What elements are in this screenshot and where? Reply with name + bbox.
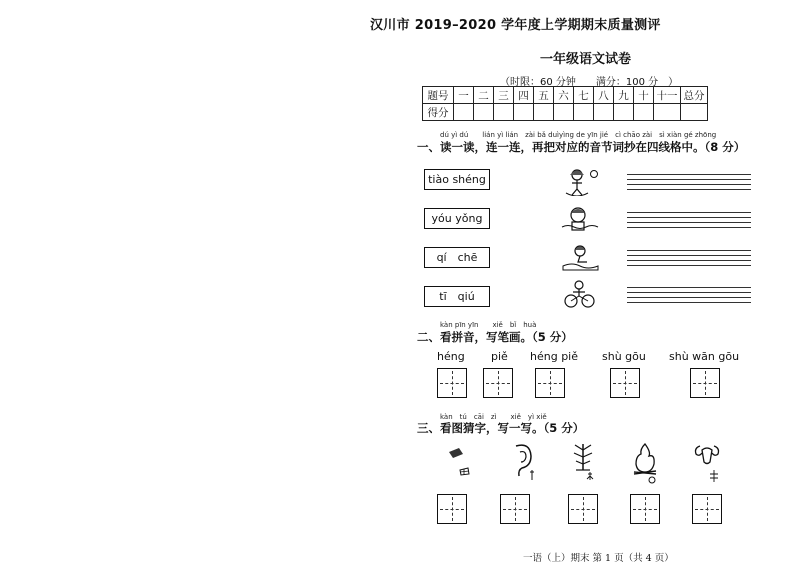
score-cell: 二: [474, 87, 494, 104]
tian-zi-grid[interactable]: [630, 494, 660, 524]
score-cell: 九: [614, 87, 634, 104]
score-input-cell[interactable]: [681, 104, 708, 121]
score-cell: 四: [514, 87, 534, 104]
score-input-cell[interactable]: [534, 104, 554, 121]
pinyin-box-tiao-sheng[interactable]: tiào shéng: [424, 169, 490, 190]
pinyin-box-ti-qiu[interactable]: tī qiú: [424, 286, 490, 307]
score-cell: 十一: [654, 87, 681, 104]
tian-zi-grid[interactable]: [690, 368, 720, 398]
section2-pinyin: kàn pīn yīn xiě bǐ huà: [440, 321, 537, 329]
four-line-grid[interactable]: [627, 174, 751, 194]
score-input-cell[interactable]: [454, 104, 474, 121]
score-cell: 十: [634, 87, 654, 104]
score-cell: 题号: [423, 87, 454, 104]
tian-zi-grid[interactable]: [692, 494, 722, 524]
swimming-icon: [560, 205, 600, 233]
score-cell: 六: [554, 87, 574, 104]
score-input-cell[interactable]: [634, 104, 654, 121]
exam-title: 汉川市 2019–2020 学年度上学期期末质量测评: [370, 18, 661, 33]
score-cell: 七: [574, 87, 594, 104]
tian-zi-grid[interactable]: [437, 368, 467, 398]
section3-pinyin: kàn tú cāi zì xiě yì xiě: [440, 413, 547, 421]
stroke-label-shu-wan-gou: shù wān gōu: [669, 350, 740, 363]
pinyin-box-qi-che[interactable]: qí chē: [424, 247, 490, 268]
tian-zi-grid[interactable]: [535, 368, 565, 398]
score-row-label: 得分: [423, 104, 454, 121]
score-cell: 八: [594, 87, 614, 104]
section1-title: 一、读一读，连一连，再把对应的音节词抄在四线格中。（8 分）: [417, 140, 746, 154]
tian-zi-grid[interactable]: [568, 494, 598, 524]
jump-rope-icon: [560, 168, 600, 196]
score-input-cell[interactable]: [514, 104, 534, 121]
stroke-label-shu-gou: shù gōu: [602, 350, 646, 363]
score-input-cell[interactable]: [574, 104, 594, 121]
four-line-grid[interactable]: [627, 250, 751, 270]
score-input-cell[interactable]: [594, 104, 614, 121]
sheep-icon: [690, 440, 724, 484]
score-table: [422, 86, 708, 121]
score-cell: 一: [454, 87, 474, 104]
field-icon: [443, 442, 477, 482]
score-input-cell[interactable]: [614, 104, 634, 121]
cycling-icon: [560, 244, 600, 272]
stroke-label-pie: piě: [491, 350, 508, 363]
exam-subtitle: 一年级语文试卷: [540, 52, 632, 67]
score-input-cell[interactable]: [554, 104, 574, 121]
ear-icon: [506, 440, 540, 482]
pinyin-box-you-yong[interactable]: yóu yǒng: [424, 208, 490, 229]
score-table-header-row: [423, 87, 708, 104]
tian-zi-grid[interactable]: [610, 368, 640, 398]
score-cell: 五: [534, 87, 554, 104]
score-input-cell[interactable]: [654, 104, 681, 121]
score-cell: 三: [494, 87, 514, 104]
stroke-label-heng-pie: héng piě: [530, 350, 578, 363]
wood-icon: [566, 440, 600, 482]
section1-pinyin: dú yì dú lián yì lián zài bǎ duìyìng de yīn jié cì chāo zài sì xiàn gé zhōng: [440, 131, 717, 139]
time-info: （时限：60 分钟 满分：100 分 ）: [500, 77, 679, 88]
football-icon: [560, 280, 600, 308]
four-line-grid[interactable]: [627, 212, 751, 232]
section3-title: 三、看图猜字，写一写。（5 分）: [417, 421, 585, 435]
fire-icon: [628, 440, 662, 484]
tian-zi-grid[interactable]: [500, 494, 530, 524]
section2-title: 二、看拼音，写笔画。（5 分）: [417, 330, 573, 344]
tian-zi-grid[interactable]: [483, 368, 513, 398]
score-input-cell[interactable]: [474, 104, 494, 121]
page-footer: 一语（上）期末 第 1 页（共 4 页）: [523, 553, 674, 564]
stroke-label-heng: héng: [437, 350, 465, 363]
score-cell: 总分: [681, 87, 708, 104]
four-line-grid[interactable]: [627, 287, 751, 307]
tian-zi-grid[interactable]: [437, 494, 467, 524]
score-table-score-row: [423, 104, 708, 121]
score-input-cell[interactable]: [494, 104, 514, 121]
